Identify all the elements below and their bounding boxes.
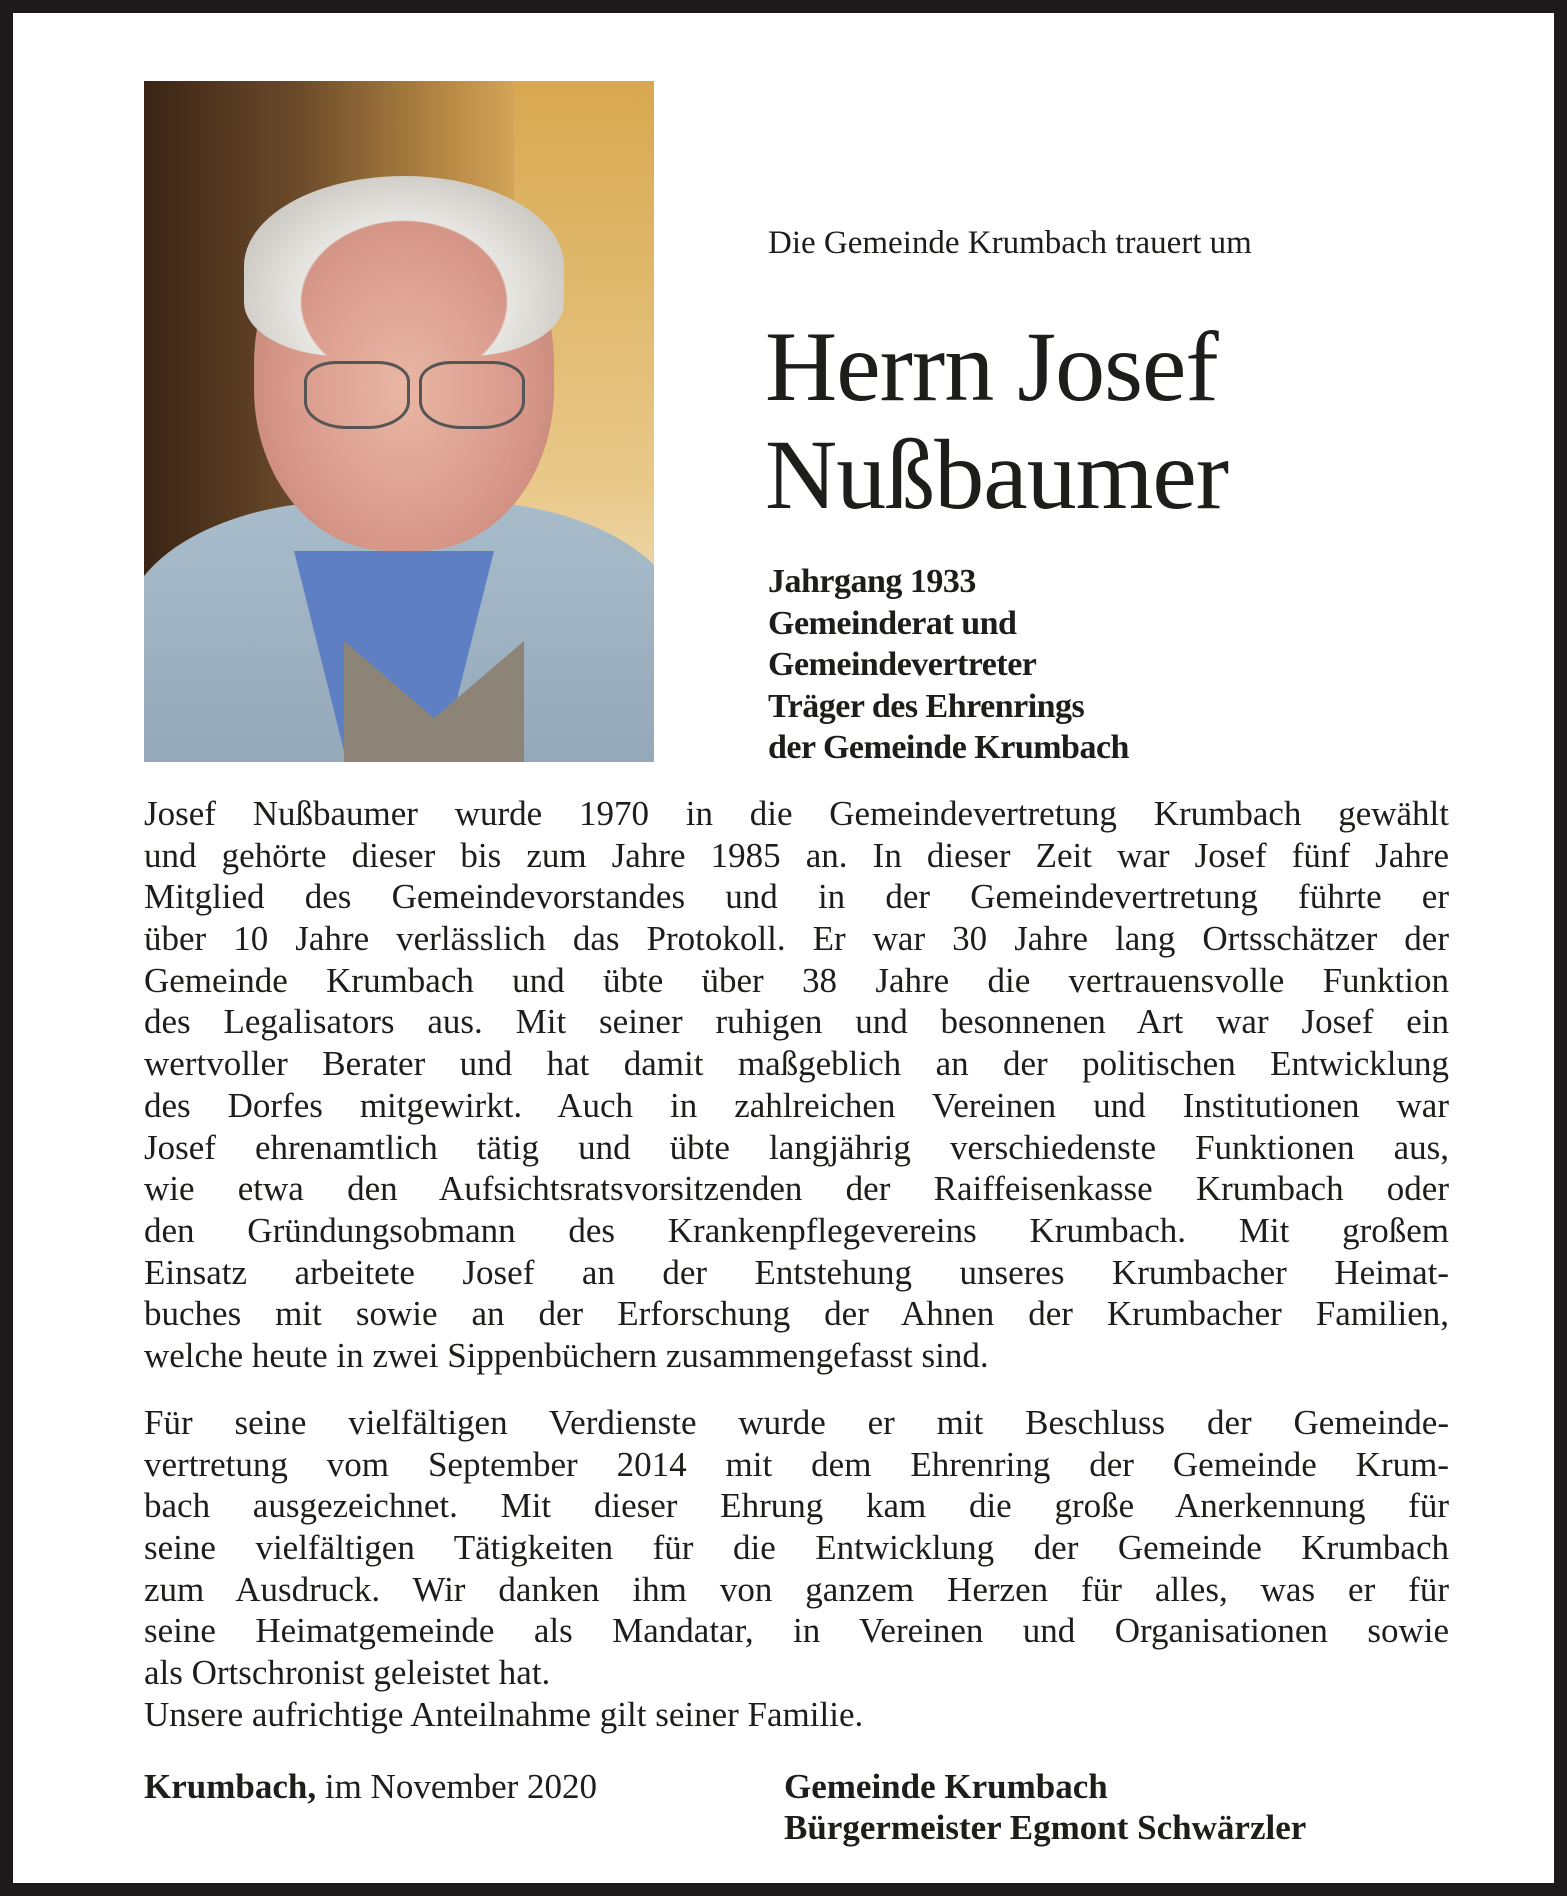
text-line: Gemeinde Krumbach und übte über 38 Jahre die vertrauensvolle Funktion bbox=[144, 960, 1449, 1000]
honor-line: Gemeindevertreter bbox=[768, 646, 1037, 683]
paragraph-honors bbox=[144, 1402, 1449, 1736]
portrait-photo bbox=[144, 81, 654, 762]
name-line: Nußbaumer bbox=[765, 419, 1229, 530]
name-line: Herrn Josef bbox=[765, 311, 1218, 422]
text-line: Für seine vielfältigen Verdienste wurde er mit Beschluss der Gemeinde- bbox=[144, 1403, 1449, 1442]
text-line: Josef ehrenamtlich tätig und übte langjährig verschiedenste Funktionen aus, bbox=[144, 1127, 1449, 1167]
text-line: welche heute in zwei Sippenbüchern zusammengefasst sind. bbox=[144, 1335, 989, 1375]
text-line: Mitglied des Gemeindevorstandes und in der Gemeindevertretung führte er bbox=[144, 877, 1449, 917]
text-line: Josef Nußbaumer wurde 1970 in die Gemeindevertretung Krumbach gewählt bbox=[144, 794, 1449, 833]
intro-text: Die Gemeinde Krumbach trauert um bbox=[768, 225, 1252, 261]
text-line: Einsatz arbeitete Josef an der Entstehung unseres Krumbacher Heimat- bbox=[144, 1252, 1449, 1292]
text-line: des Dorfes mitgewirkt. Auch in zahlreichen Vereinen und Institutionen war bbox=[144, 1085, 1449, 1125]
text-line: und gehörte dieser bis zum Jahre 1985 an. In dieser Zeit war Josef fünf Jahre bbox=[144, 835, 1449, 875]
honors-list bbox=[768, 561, 1129, 769]
text-line: seine vielfältigen Tätigkeiten für die Entwicklung der Gemeinde Krumbach bbox=[144, 1528, 1449, 1568]
honor-line: Gemeinderat und bbox=[768, 604, 1017, 642]
footer-date: im November 2020 bbox=[316, 1767, 598, 1806]
text-line: als Ortschronist geleistet hat. bbox=[144, 1653, 551, 1693]
text-line: den Gründungsobmann des Krankenpflegevereins Krumbach. Mit großem bbox=[144, 1210, 1449, 1250]
honor-line: Träger des Ehrenrings bbox=[768, 687, 1085, 725]
footer-signature bbox=[784, 1766, 1306, 1848]
footer-place: Krumbach, bbox=[144, 1767, 317, 1806]
text-line: seine Heimatgemeinde als Mandatar, in Vereinen und Organisationen sowie bbox=[144, 1611, 1449, 1651]
text-line: Unsere aufrichtige Anteilnahme gilt seiner Familie. bbox=[144, 1694, 864, 1734]
signature-line: Bürgermeister Egmont Schwärzler bbox=[784, 1808, 1307, 1847]
text-line: zum Ausdruck. Wir danken ihm von ganzem Herzen für alles, was er für bbox=[144, 1569, 1449, 1609]
text-line: bach ausgezeichnet. Mit dieser Ehrung kam die große Anerkennung für bbox=[144, 1486, 1449, 1526]
text-line: wie etwa den Aufsichtsratsvorsitzenden der Raiffeisenkasse Krumbach oder bbox=[144, 1169, 1449, 1209]
text-line: wertvoller Berater und hat damit maßgeblich an der politischen Entwicklung bbox=[144, 1044, 1449, 1084]
obituary-page bbox=[13, 13, 1554, 1883]
text-line: des Legalisators aus. Mit seiner ruhigen und besonnenen Art war Josef ein bbox=[144, 1002, 1449, 1042]
deceased-name bbox=[765, 313, 1228, 529]
photo-glasses bbox=[284, 361, 524, 431]
text-line: über 10 Jahre verlässlich das Protokoll. Er war 30 Jahre lang Ortsschätzer der bbox=[144, 919, 1449, 959]
text-line: vertretung vom September 2014 mit dem Ehrenring der Gemeinde Krum- bbox=[144, 1444, 1449, 1484]
signature-line: Gemeinde Krumbach bbox=[784, 1767, 1108, 1806]
photo-hair bbox=[244, 176, 564, 356]
honor-line: der Gemeinde Krumbach bbox=[768, 729, 1129, 766]
text-line: buches mit sowie an der Erforschung der Ahnen der Krumbacher Familien, bbox=[144, 1294, 1449, 1334]
footer-place-date bbox=[144, 1766, 597, 1807]
paragraph-biography bbox=[144, 793, 1449, 1377]
honor-line: Jahrgang 1933 bbox=[768, 563, 976, 600]
